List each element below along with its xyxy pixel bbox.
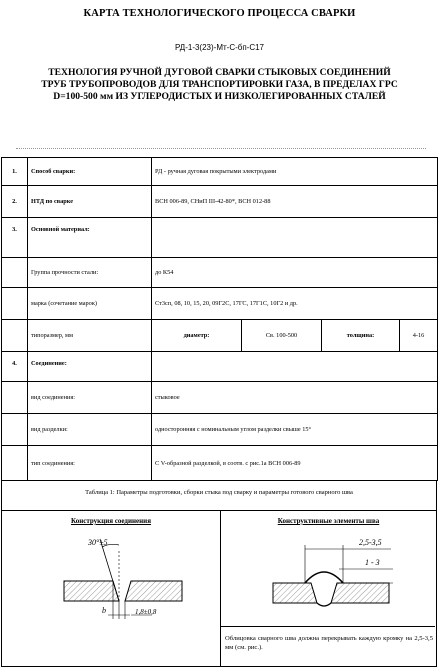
table-row [2,288,438,320]
row-number [2,258,28,288]
table-row [2,218,438,258]
row-number: 3. [2,218,28,258]
table-row [2,382,438,414]
weld-cap-note: Облицовка сварного шва должна перекрывать каждую кромку на 2,5-3,5 мм (см. рис.). [225,635,433,651]
table-caption: Таблица 1: Параметры подготовки, сборки стыка под сварку и параметры готового сварного шва [1,481,437,511]
row-value [152,218,438,258]
document-code: РД-1-3(23)-Мт-С-бп-С17 [174,43,265,52]
row-label: типоразмер, мм [28,320,152,352]
row-label: НТД по сварке [28,186,152,218]
row-label: Основной материал: [28,218,152,258]
row-label: Способ сварки: [28,158,152,186]
table-row [2,186,438,218]
heading-line-1: ТЕХНОЛОГИЯ РУЧНОЙ ДУГОВОЙ СВАРКИ СТЫКОВЫХ СОЕДИНЕНИЙ [48,67,391,78]
table-row [2,258,438,288]
row-label: марка (сочетание марок) [28,288,152,320]
row-number: 1. [2,158,28,186]
weld-elements-drawing [221,531,435,625]
seam-width-label: 2,5-3,5 [359,538,382,547]
heading-line-3: D=100-500 мм ИЗ УГЛЕРОДИСТЫХ И НИЗКОЛЕГИРОВАННЫХ СТАЛЕЙ [53,91,386,102]
row-label: Группа прочности стали: [28,258,152,288]
note-divider [221,626,435,627]
row-value: ВСН 006-89, СНиП III-42-80*, ВСН 012-88 [152,186,438,218]
table-row [2,414,438,446]
row-number [2,288,28,320]
joint-construction-drawing [2,531,220,661]
groove-angle-label: 30°±5 [88,538,108,547]
row-value [152,352,438,382]
heading-line-2: ТРУБ ТРУБОПРОВОДОВ ДЛЯ ТРАНСПОРТИРОВКИ ГАЗА, В ПРЕДЕЛАХ ГРС [41,79,398,90]
root-face-label: 1,8±0,8 [135,608,157,616]
table-row [2,446,438,481]
row-label: вид разделки: [28,414,152,446]
row-number: 2. [2,186,28,218]
diameter-label: диаметр: [152,320,242,352]
table-row [2,158,438,186]
dotted-separator [16,148,426,149]
row-value: Ст3сп, 08, 10, 15, 20, 09Г2С, 17ГС, 17Г1С, 10Г2 и др. [152,288,438,320]
diameter-value: Св. 100-500 [242,320,322,352]
row-value: С V-образной разделкой, в соотв. с рис.1а ВСН 006-89 [152,446,438,481]
row-label: вид соединения: [28,382,152,414]
weld-elements-title: Конструктивные элементы шва [277,517,380,525]
thickness-value: 4-16 [400,320,438,352]
thickness-label: толщина: [322,320,400,352]
row-number [2,446,28,481]
row-value: РД - ручная дуговая покрытыми электродами [152,158,438,186]
table-row [2,352,438,382]
row-label: Соединение: [28,352,152,382]
row-value: односторонняя с номинальным углом разделки свыше 15° [152,414,438,446]
document-title: КАРТА ТЕХНОЛОГИЧЕСКОГО ПРОЦЕССА СВАРКИ [83,8,356,19]
row-value: стыковое [152,382,438,414]
row-number [2,320,28,352]
joint-construction-title: Конструкция соединения [70,517,152,525]
document-heading [10,67,429,103]
process-table [1,157,438,481]
reinforcement-label: 1 - 3 [365,558,380,567]
row-number: 4. [2,352,28,382]
row-number [2,414,28,446]
gap-label: b [102,606,106,615]
table-row [2,320,438,352]
row-value: до К54 [152,258,438,288]
joint-construction-panel [1,511,221,667]
row-number [2,382,28,414]
row-label: тип соединения: [28,446,152,481]
